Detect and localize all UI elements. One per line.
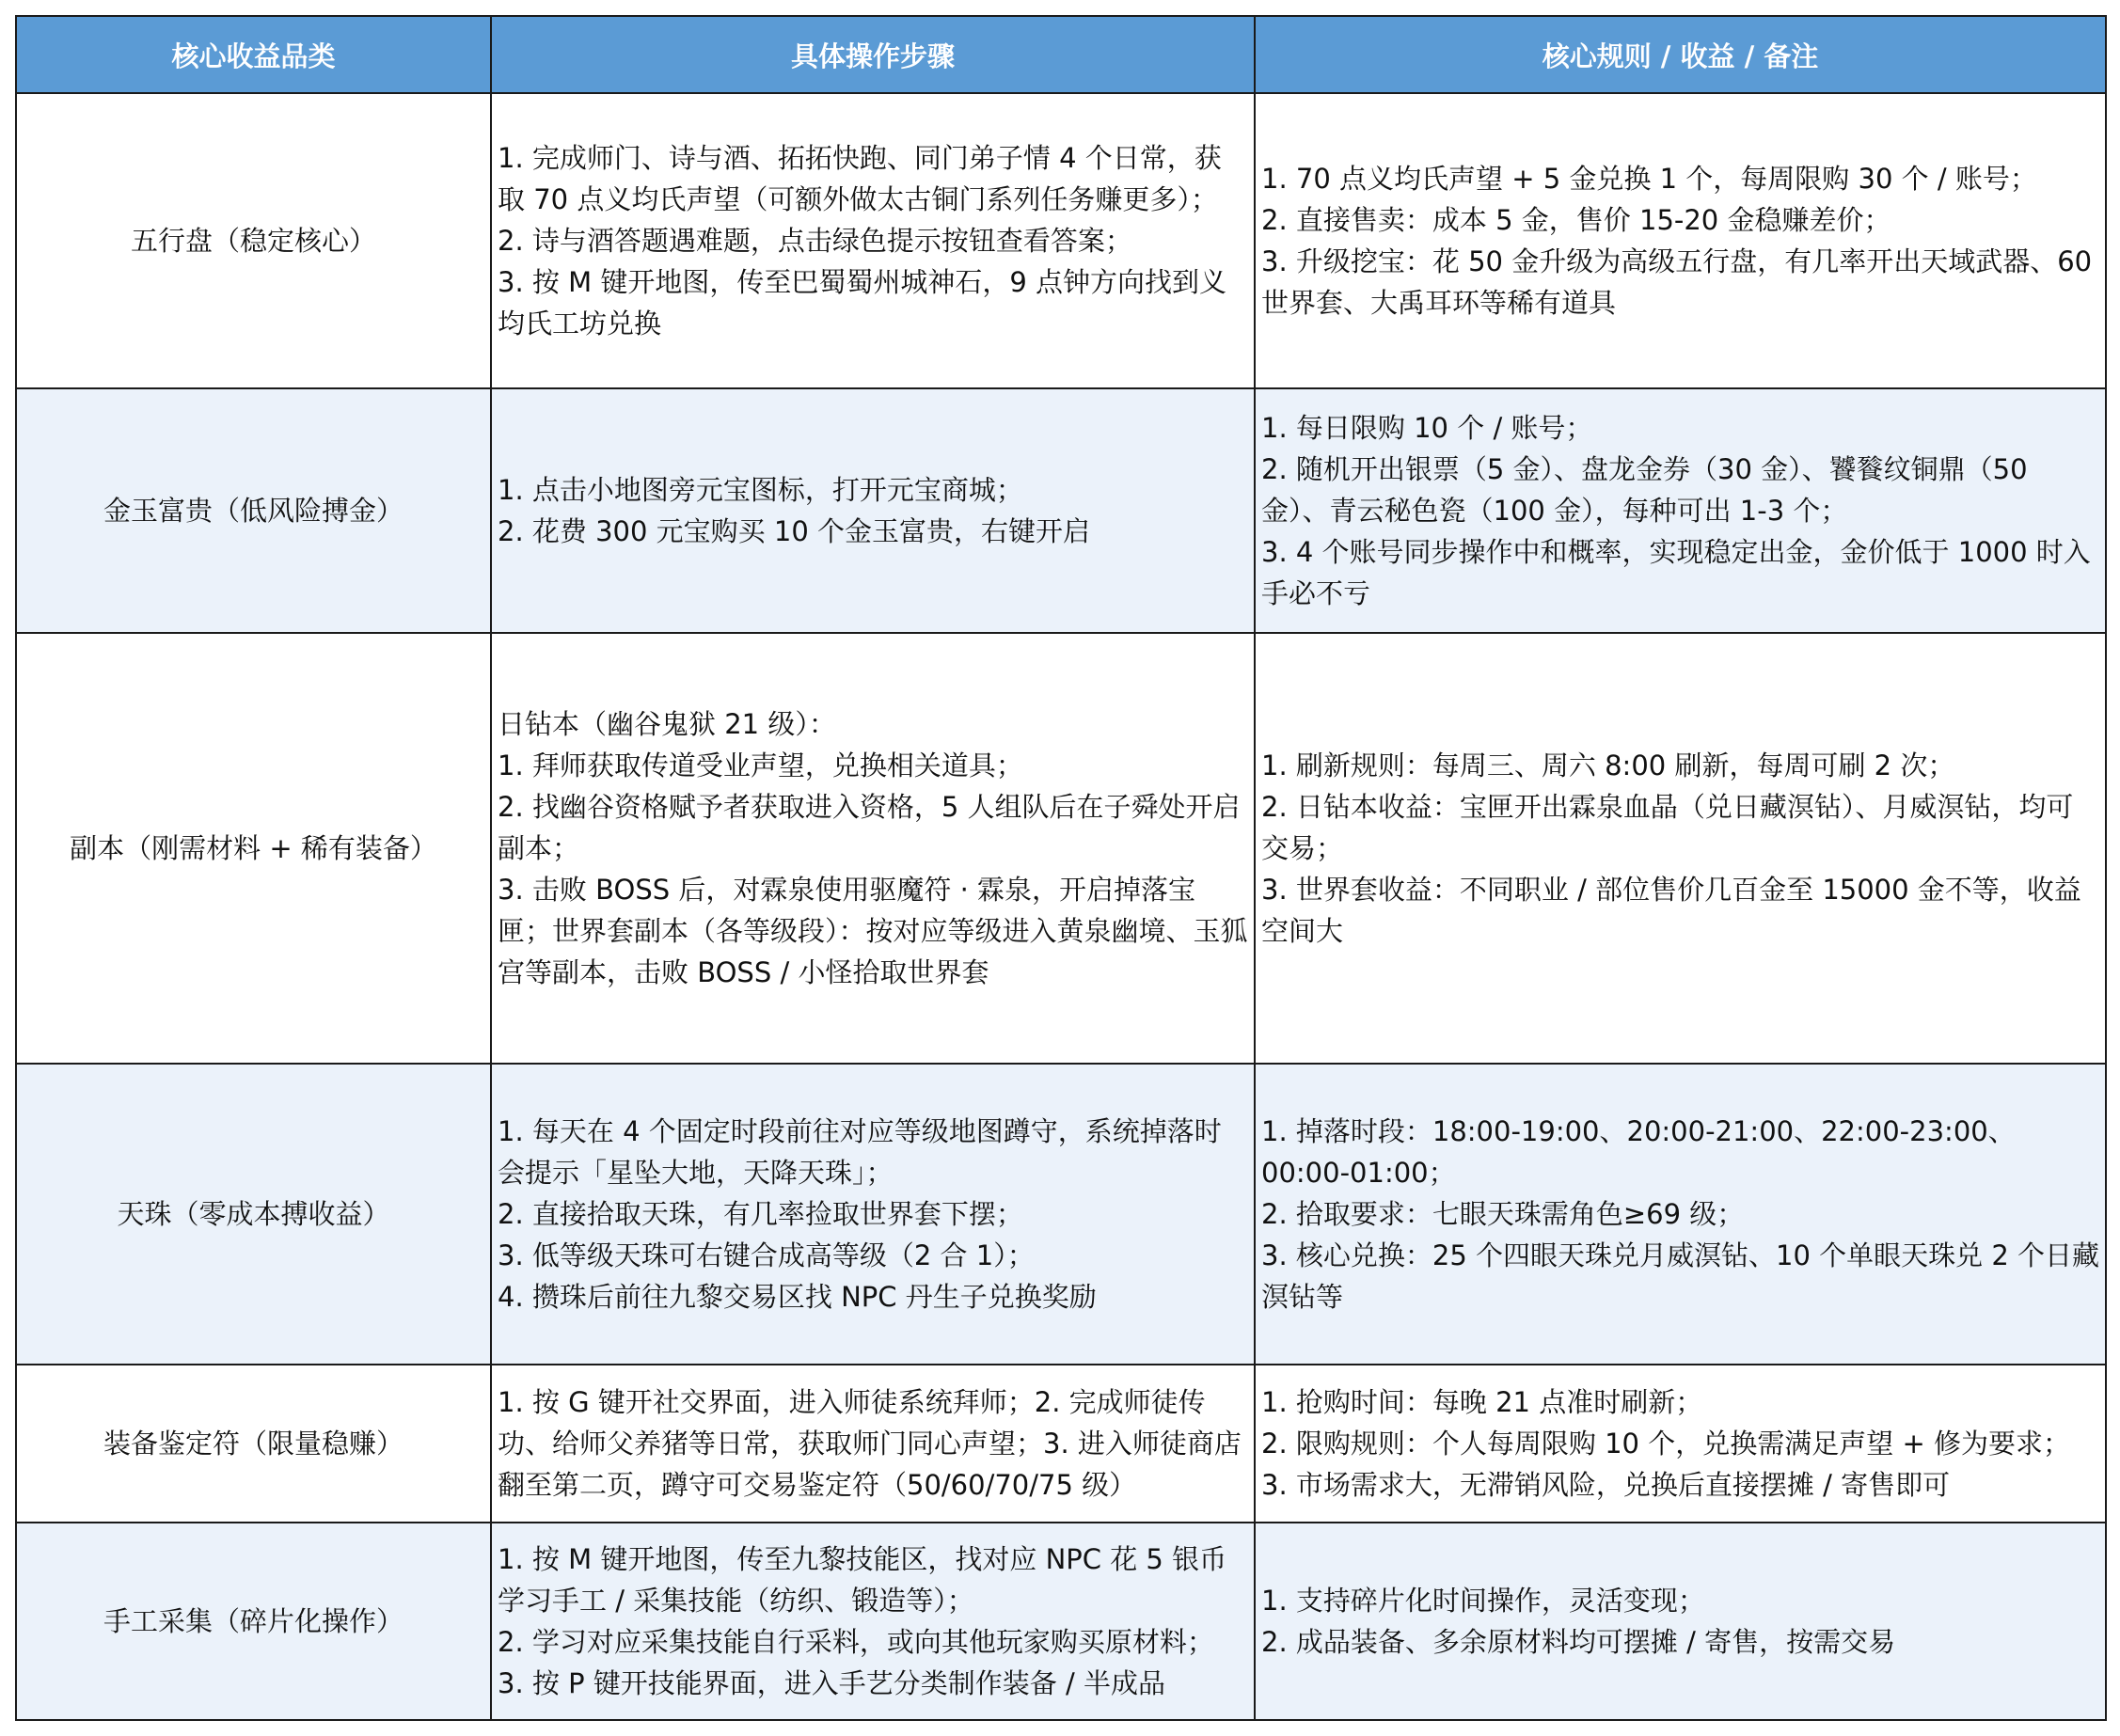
category-cell: 金玉富贵（低风险搏金） [16, 388, 491, 633]
header-rules: 核心规则 / 收益 / 备注 [1255, 16, 2106, 93]
rule-line: 2. 随机开出银票（5 金）、盘龙金券（30 金）、饕餮纹铜鼎（50 金）、青云秘色瓷（100 金），每种可出 1-3 个； [1261, 453, 2028, 527]
table-header-row [16, 16, 2106, 93]
rule-line: 1. 每日限购 10 个 / 账号； [1261, 412, 1593, 444]
rule-line: 3. 4 个账号同步操作中和概率，实现稳定出金，金价低于 1000 时入手必不亏 [1261, 536, 2091, 609]
category-cell: 手工采集（碎片化操作） [16, 1523, 491, 1720]
step-line: 3. 按 M 键开地图，传至巴蜀蜀州城神石，9 点钟方向找到义均氏工坊兑换 [498, 266, 1227, 339]
table-row [16, 633, 2106, 1064]
category-cell: 副本（刚需材料 + 稀有装备） [16, 633, 491, 1064]
table-row [16, 1523, 2106, 1720]
rules-cell [1255, 93, 2106, 388]
steps-cell [491, 93, 1255, 388]
rule-line: 2. 成品装备、多余原材料均可摆摊 / 寄售，按需交易 [1261, 1626, 1896, 1658]
rule-line: 2. 直接售卖：成本 5 金，售价 15-20 金稳赚差价； [1261, 204, 1891, 236]
rules-cell [1255, 1523, 2106, 1720]
step-line: 2. 诗与酒答题遇难题，点击绿色提示按钮查看答案； [498, 225, 1132, 257]
rule-line: 2. 日钻本收益：宝匣开出霖泉血晶（兑日藏溟钻）、月威溟钻，均可交易； [1261, 791, 2074, 864]
rule-line: 3. 世界套收益：不同职业 / 部位售价几百金至 15000 金不等，收益空间大 [1261, 874, 2081, 947]
rule-line: 3. 升级挖宝：花 50 金升级为高级五行盘，有几率开出天域武器、60 世界套、大禹耳环等稀有道具 [1261, 245, 2093, 319]
steps-cell [491, 1523, 1255, 1720]
rule-line: 1. 刷新规则：每周三、周六 8:00 刷新，每周可刷 2 次； [1261, 750, 1955, 781]
table-row [16, 1365, 2106, 1523]
rules-cell [1255, 633, 2106, 1064]
step-line: 2. 学习对应采集技能自行采料，或向其他玩家购买原材料； [498, 1626, 1214, 1658]
step-line: 日钻本（幽谷鬼狱 21 级）： [498, 708, 836, 740]
step-line: 2. 直接拾取天珠，有几率捡取世界套下摆； [498, 1198, 1023, 1230]
table-row [16, 388, 2106, 633]
step-line: 3. 击败 BOSS 后，对霖泉使用驱魔符 · 霖泉，开启掉落宝匣；世界套副本（各等级段）：按对应等级进入黄泉幽境、玉狐宫等副本，击败 BOSS / 小怪拾取世界套 [498, 874, 1248, 988]
step-line: 1. 拜师获取传道受业声望，兑换相关道具； [498, 750, 1023, 781]
header-steps: 具体操作步骤 [491, 16, 1255, 93]
category-cell: 装备鉴定符（限量稳赚） [16, 1365, 491, 1523]
table-row [16, 1064, 2106, 1365]
rule-line: 2. 限购规则：个人每周限购 10 个，兑换需满足声望 + 修为要求； [1261, 1428, 2070, 1460]
step-line: 3. 按 P 键开技能界面，进入手艺分类制作装备 / 半成品 [498, 1667, 1166, 1699]
rule-line: 1. 抢购时间：每晚 21 点准时刷新； [1261, 1386, 1703, 1418]
step-line: 1. 完成师门、诗与酒、拓拓快跑、同门弟子情 4 个日常，获取 70 点义均氏声望（可额外做太古铜门系列任务赚更多）； [498, 142, 1222, 215]
rule-line: 1. 掉落时段：18:00-19:00、20:00-21:00、22:00-23:00、00:00-01:00； [1261, 1115, 2016, 1189]
steps-cell [491, 1365, 1255, 1523]
rules-cell [1255, 1064, 2106, 1365]
earnings-guide-table [15, 15, 2107, 1721]
table-row [16, 93, 2106, 388]
rule-line: 1. 支持碎片化时间操作，灵活变现； [1261, 1585, 1705, 1617]
category-cell: 五行盘（稳定核心） [16, 93, 491, 388]
rule-line: 3. 市场需求大，无滞销风险，兑换后直接摆摊 / 寄售即可 [1261, 1469, 1951, 1501]
steps-cell [491, 388, 1255, 633]
step-line: 2. 花费 300 元宝购买 10 个金玉富贵，右键开启 [498, 515, 1091, 547]
rule-line: 2. 拾取要求：七眼天珠需角色≥69 级； [1261, 1198, 1745, 1230]
step-line: 3. 低等级天珠可右键合成高等级（2 合 1）； [498, 1239, 1035, 1271]
rule-line: 3. 核心兑换：25 个四眼天珠兑月威溟钻、10 个单眼天珠兑 2 个日藏溟钻等 [1261, 1239, 2100, 1313]
steps-cell [491, 633, 1255, 1064]
header-category: 核心收益品类 [16, 16, 491, 93]
rules-cell [1255, 1365, 2106, 1523]
step-line: 1. 每天在 4 个固定时段前往对应等级地图蹲守，系统掉落时会提示「星坠大地，天降天珠」； [498, 1115, 1222, 1189]
step-line: 4. 攒珠后前往九黎交易区找 NPC 丹生子兑换奖励 [498, 1281, 1097, 1313]
steps-cell [491, 1064, 1255, 1365]
rules-cell [1255, 388, 2106, 633]
step-line: 1. 按 G 键开社交界面，进入师徒系统拜师；2. 完成师徒传功、给师父养猪等日常，获取师门同心声望；3. 进入师徒商店翻至第二页，蹲守可交易鉴定符（50/60/70/75 级） [498, 1386, 1242, 1501]
category-cell: 天珠（零成本搏收益） [16, 1064, 491, 1365]
step-line: 1. 点击小地图旁元宝图标，打开元宝商城； [498, 474, 1023, 506]
step-line: 1. 按 M 键开地图，传至九黎技能区，找对应 NPC 花 5 银币学习手工 / 采集技能（纺织、锻造等）； [498, 1543, 1227, 1617]
table-wrapper [15, 15, 2105, 1721]
step-line: 2. 找幽谷资格赋予者获取进入资格，5 人组队后在子舜处开启副本； [498, 791, 1241, 864]
rule-line: 1. 70 点义均氏声望 + 5 金兑换 1 个，每周限购 30 个 / 账号； [1261, 163, 2037, 195]
